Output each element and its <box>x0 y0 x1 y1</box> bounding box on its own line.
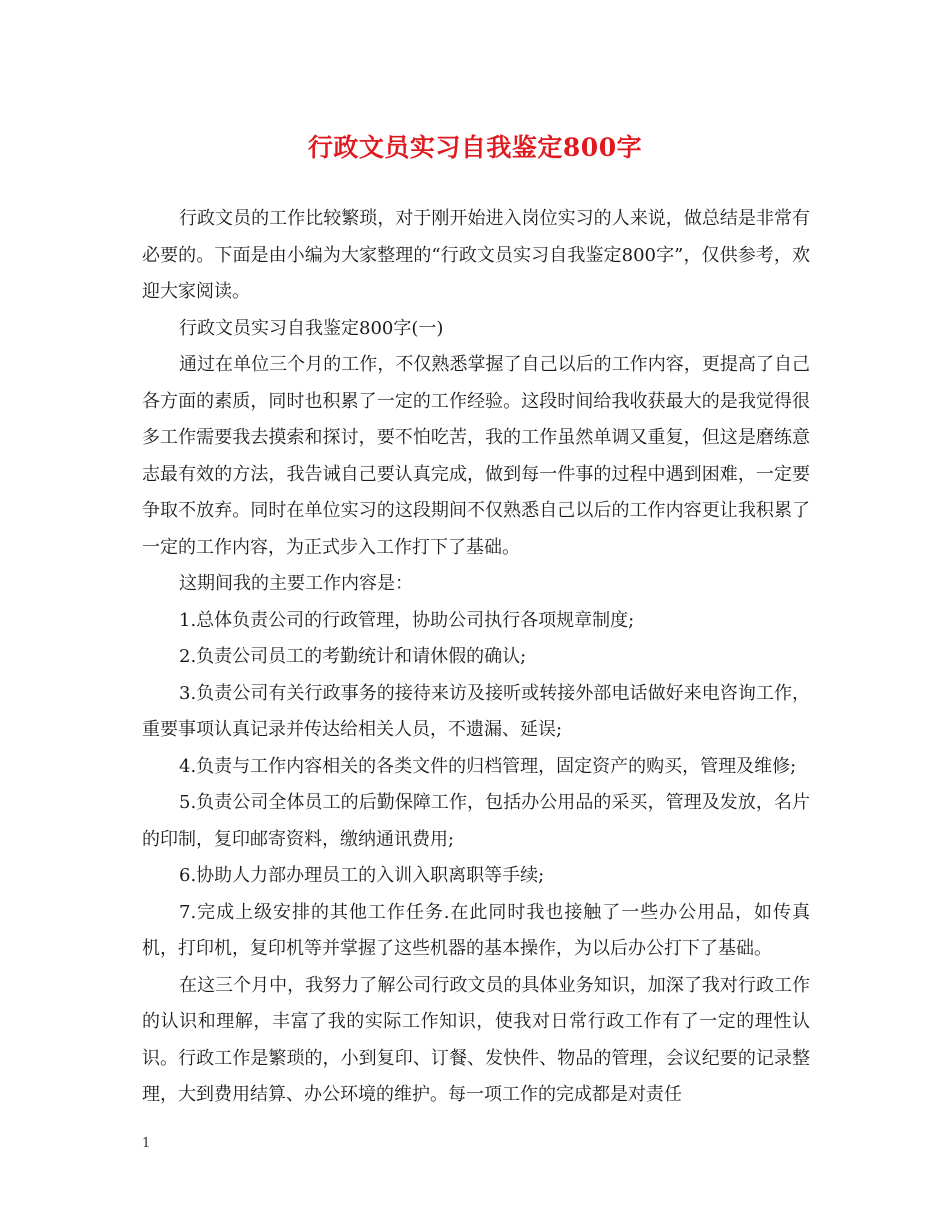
intro-paragraph: 行政文员的工作比较繁琐，对于刚开始进入岗位实习的人来说，做总结是非常有必要的。下面是由小编为大家整理的“行政文员实习自我鉴定800字”，仅供参考，欢迎大家阅读。 <box>142 208 810 302</box>
document-body <box>142 201 810 1114</box>
page-number: 1 <box>142 1136 151 1151</box>
list-item: 4.负责与工作内容相关的各类文件的归档管理，固定资产的购买，管理及维修; <box>179 755 797 777</box>
body-paragraph: 通过在单位三个月的工作，不仅熟悉掌握了自己以后的工作内容，更提高了自己各方面的素质，同时也积累了一定的工作经验。这段时间给我收获最大的是我觉得很多工作需要我去摸索和探讨，要不怕吃苦，我的工作虽然单调又重复，但这是磨练意志最有效的方法，我告诫自己要认真完成，做到每一件事的过程中遇到困难，一定要争取不放弃。同时在单位实习的这段期间不仅熟悉自己以后的工作内容更让我积累了一定的工作内容，为正式步入工作打下了基础。 <box>142 354 810 558</box>
list-item: 6.协助人力部办理员工的入训入职离职等手续; <box>179 865 545 886</box>
list-item: 3.负责公司有关行政事务的接待来访及接听或转接外部电话做好来电咨询工作，重要事项认真记录并传达给相关人员，不遗漏、延误; <box>142 682 810 740</box>
body-paragraph: 这期间我的主要工作内容是： <box>179 573 413 594</box>
document-title: 行政文员实习自我鉴定800字 <box>307 133 643 162</box>
list-item: 1.总体负责公司的行政管理，协助公司执行各项规章制度; <box>179 609 635 631</box>
body-paragraph: 在这三个月中，我努力了解公司行政文员的具体业务知识，加深了我对行政工作的认识和理解，丰富了我的实际工作知识，使我对日常行政工作有了一定的理性认识。行政工作是繁琐的，小到复印、订餐、发快件、物品的管理，会议纪要的记录整理，大到费用结算、办公环境的维护。每一项工作的完成都是对责任 <box>142 974 810 1105</box>
list-item: 2.负责公司员工的考勤统计和请休假的确认; <box>179 646 527 667</box>
section-heading: 行政文员实习自我鉴定800字(一) <box>179 317 444 339</box>
list-item: 5.负责公司全体员工的后勤保障工作，包括办公用品的采买，管理及发放，名片的印制，复印邮寄资料，缴纳通讯费用; <box>142 792 810 850</box>
list-item: 7.完成上级安排的其他工作任务.在此同时我也接触了一些办公用品，如传真机，打印机，复印机等并掌握了这些机器的基本操作，为以后办公打下了基础。 <box>142 901 810 959</box>
